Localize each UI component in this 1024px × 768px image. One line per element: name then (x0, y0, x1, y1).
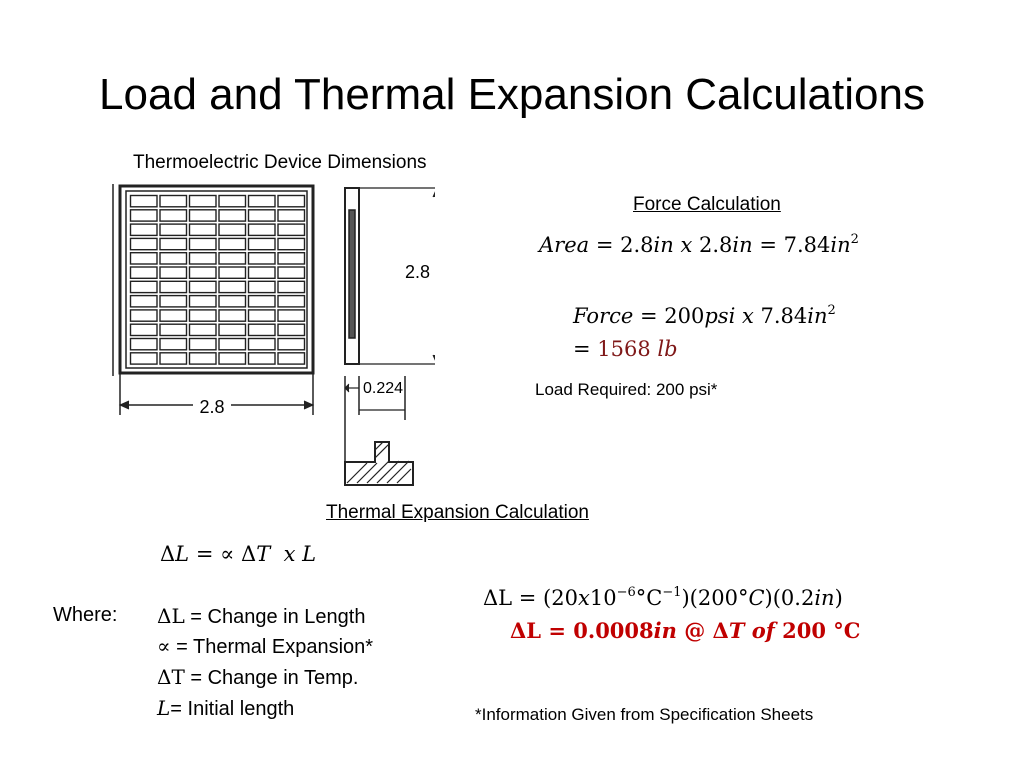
thermoelectric-cell (249, 253, 276, 264)
thermoelectric-cell (249, 281, 276, 292)
thermoelectric-cell (131, 238, 158, 249)
thermoelectric-cell (131, 339, 158, 350)
thermoelectric-cell (160, 296, 187, 307)
thermoelectric-cell (219, 210, 246, 221)
thermal-calc-line: $\Delta L = (20x10^{-6}^\circ C^{-1})(200^\circ C)(0.2in)$ (483, 585, 843, 610)
thermoelectric-cell (190, 310, 217, 321)
definition-initial-length: L= Initial length (157, 696, 295, 720)
thermoelectric-cell (160, 310, 187, 321)
thermoelectric-cell (190, 324, 217, 335)
thermoelectric-cell (160, 353, 187, 364)
thermoelectric-cell (160, 324, 187, 335)
thermoelectric-cell (278, 238, 305, 249)
thermoelectric-cell (219, 324, 246, 335)
thermoelectric-cell (131, 296, 158, 307)
area-equation: Area = 2.8in x $2.8in = 7.84in^2$ (539, 232, 859, 257)
load-required-note: Load Required: 200 psi* (535, 380, 718, 399)
thermoelectric-cell (219, 281, 246, 292)
thermoelectric-cell (278, 224, 305, 235)
thermoelectric-cell (131, 310, 158, 321)
module-front-view (113, 184, 313, 415)
thermoelectric-cell (249, 224, 276, 235)
thermal-formula: ΔL = ∝ ΔT x L (160, 542, 317, 566)
thermoelectric-cell (249, 210, 276, 221)
force-heading: Force Calculation (633, 194, 781, 215)
device-dimension-drawing (105, 180, 435, 490)
thermoelectric-cell (278, 210, 305, 221)
thermoelectric-cell (278, 253, 305, 264)
thermal-result: ΔL = 0.0008in @ ΔT of 200 °C (510, 618, 861, 643)
definition-change-temp: ΔT = Change in Temp. (157, 665, 359, 689)
slide-title: Load and Thermal Expansion Calculations (99, 70, 925, 119)
thermoelectric-cell (278, 324, 305, 335)
thermoelectric-cell (131, 324, 158, 335)
thermoelectric-cell (160, 281, 187, 292)
thermoelectric-cell (249, 339, 276, 350)
thermoelectric-cell (160, 224, 187, 235)
thermoelectric-cell (190, 196, 217, 207)
thermoelectric-cell (190, 224, 217, 235)
height-dimension-label: 2.8 (404, 262, 430, 282)
thermal-heading: Thermal Expansion Calculation (326, 502, 589, 523)
thermoelectric-cell (190, 267, 217, 278)
definition-change-length: ΔL = Change in Length (157, 604, 366, 628)
thermoelectric-cell (131, 353, 158, 364)
force-equation: Force = 200psi x $7.84in^2$ (573, 303, 836, 328)
thermoelectric-cell (190, 296, 217, 307)
thermoelectric-cell (249, 353, 276, 364)
thermoelectric-cell (219, 339, 246, 350)
thermoelectric-cell (131, 253, 158, 264)
thermoelectric-cell (278, 296, 305, 307)
thermoelectric-cell (249, 238, 276, 249)
thermoelectric-cell (190, 353, 217, 364)
thermoelectric-cell (160, 196, 187, 207)
thermoelectric-cell (160, 267, 187, 278)
thermoelectric-cell (219, 238, 246, 249)
thermoelectric-cell (160, 339, 187, 350)
thermoelectric-cell (160, 210, 187, 221)
thermoelectric-cell (160, 253, 187, 264)
thermoelectric-cell (190, 253, 217, 264)
thermoelectric-cell (131, 267, 158, 278)
thermoelectric-cell (278, 353, 305, 364)
thermoelectric-cell (278, 267, 305, 278)
thermoelectric-cell (278, 196, 305, 207)
thermoelectric-cell (219, 224, 246, 235)
thermoelectric-cell (278, 281, 305, 292)
thickness-dimension-label: 0.224 (363, 380, 404, 397)
thermoelectric-cell (249, 324, 276, 335)
thermoelectric-cell (219, 196, 246, 207)
force-result: = 1568 lb (573, 337, 678, 361)
thermoelectric-cell (190, 210, 217, 221)
thermoelectric-cell (131, 210, 158, 221)
thermoelectric-cell (190, 238, 217, 249)
thermoelectric-cell (131, 196, 158, 207)
footnote: *Information Given from Specification Sheets (475, 705, 814, 724)
thermoelectric-cell (190, 339, 217, 350)
thermoelectric-cell (219, 310, 246, 321)
definition-thermal-expansion: ∝ = Thermal Expansion* (157, 634, 374, 658)
thermoelectric-cell (249, 310, 276, 321)
width-dimension-label: 2.8 (199, 397, 225, 417)
where-label: Where: (53, 604, 118, 626)
thermoelectric-cell (131, 224, 158, 235)
thermoelectric-cell (190, 281, 217, 292)
thermoelectric-cell (160, 238, 187, 249)
thermoelectric-cell (249, 196, 276, 207)
thermoelectric-cell (219, 267, 246, 278)
thermoelectric-cell (219, 253, 246, 264)
diagram-caption: Thermoelectric Device Dimensions (133, 152, 427, 173)
thermoelectric-cell (219, 353, 246, 364)
thermoelectric-cell (219, 296, 246, 307)
thermoelectric-cell (131, 281, 158, 292)
thermoelectric-cell (249, 267, 276, 278)
thermoelectric-cell (278, 339, 305, 350)
thermoelectric-cell (249, 296, 276, 307)
thermoelectric-cell (278, 310, 305, 321)
